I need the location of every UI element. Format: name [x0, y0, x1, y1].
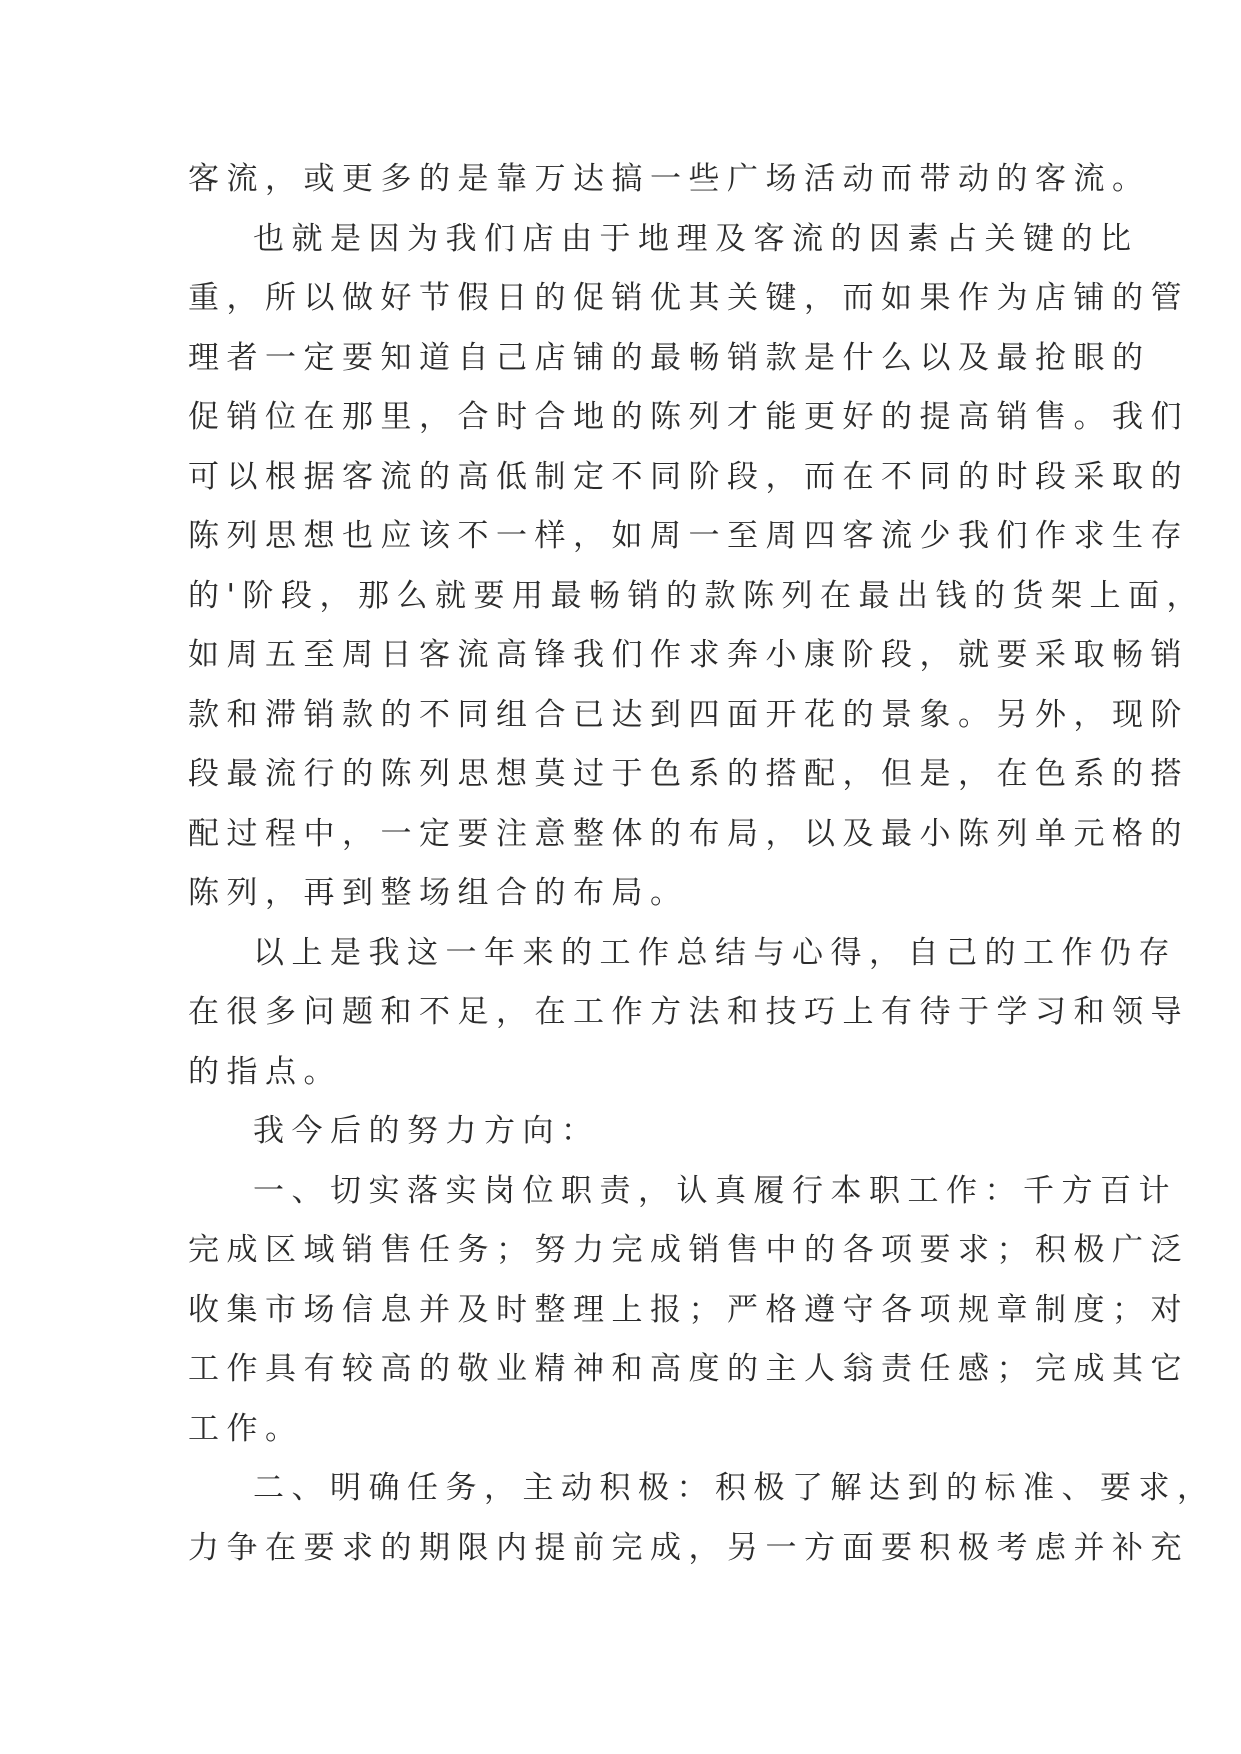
- body-text: [188, 150, 1216, 1578]
- text-line: 可以根据客流的高低制定不同阶段，而在不同的时段采取的: [188, 458, 1189, 495]
- text-line: 款和滞销款的不同组合已达到四面开花的景象。另外，现阶: [188, 696, 1189, 733]
- text-line: 促销位在那里，合时合地的陈列才能更好的提高销售。我们: [188, 399, 1189, 435]
- text-line: 工作。: [188, 1410, 304, 1447]
- text-line: 完成区域销售任务；努力完成销售中的各项要求；积极广泛: [188, 1232, 1189, 1268]
- text-line: 力争在要求的期限内提前完成，另一方面要积极考虑并补充: [188, 1529, 1189, 1566]
- text-line: 如周五至周日客流高锋我们作求奔小康阶段，就要采取畅销: [188, 637, 1189, 673]
- text-line: 收集市场信息并及时整理上报；严格遵守各项规章制度；对: [188, 1291, 1189, 1328]
- text-line: 配过程中，一定要注意整体的布局，以及最小陈列单元格的: [188, 815, 1189, 852]
- paragraph-start-line: 也就是因为我们店由于地理及客流的因素占关键的比: [253, 220, 1139, 257]
- text-line: 的指点。: [188, 1053, 342, 1090]
- text-line: 工作具有较高的敬业精神和高度的主人翁责任感；完成其它: [188, 1351, 1189, 1387]
- paragraph-start-line: 我今后的努力方向：: [253, 1113, 600, 1149]
- paragraph-start-line: 以上是我这一年来的工作总结与心得，自己的工作仍存: [253, 934, 1177, 971]
- text-line: 的'阶段，那么就要用最畅销的款陈列在最出钱的货架上面，: [188, 577, 1206, 614]
- text-line: 重，所以做好节假日的促销优其关键，而如果作为店铺的管: [188, 280, 1189, 316]
- text-line: 在很多问题和不足，在工作方法和技巧上有待于学习和领导: [188, 994, 1189, 1030]
- paragraph-start-line: 一、切实落实岗位职责，认真履行本职工作：千方百计: [253, 1172, 1177, 1209]
- text-line: 陈列思想也应该不一样，如周一至周四客流少我们作求生存: [188, 518, 1189, 554]
- text-line: 客流，或更多的是靠万达搞一些广场活动而带动的客流。: [188, 161, 1151, 197]
- text-line: 陈列，再到整场组合的布局。: [188, 875, 689, 911]
- text-line: 理者一定要知道自己店铺的最畅销款是什么以及最抢眼的: [188, 339, 1151, 376]
- text-line: 段最流行的陈列思想莫过于色系的搭配，但是，在色系的搭: [188, 756, 1189, 792]
- paragraph-start-line: 二、明确任务，主动积极：积极了解达到的标准、要求，: [253, 1470, 1216, 1506]
